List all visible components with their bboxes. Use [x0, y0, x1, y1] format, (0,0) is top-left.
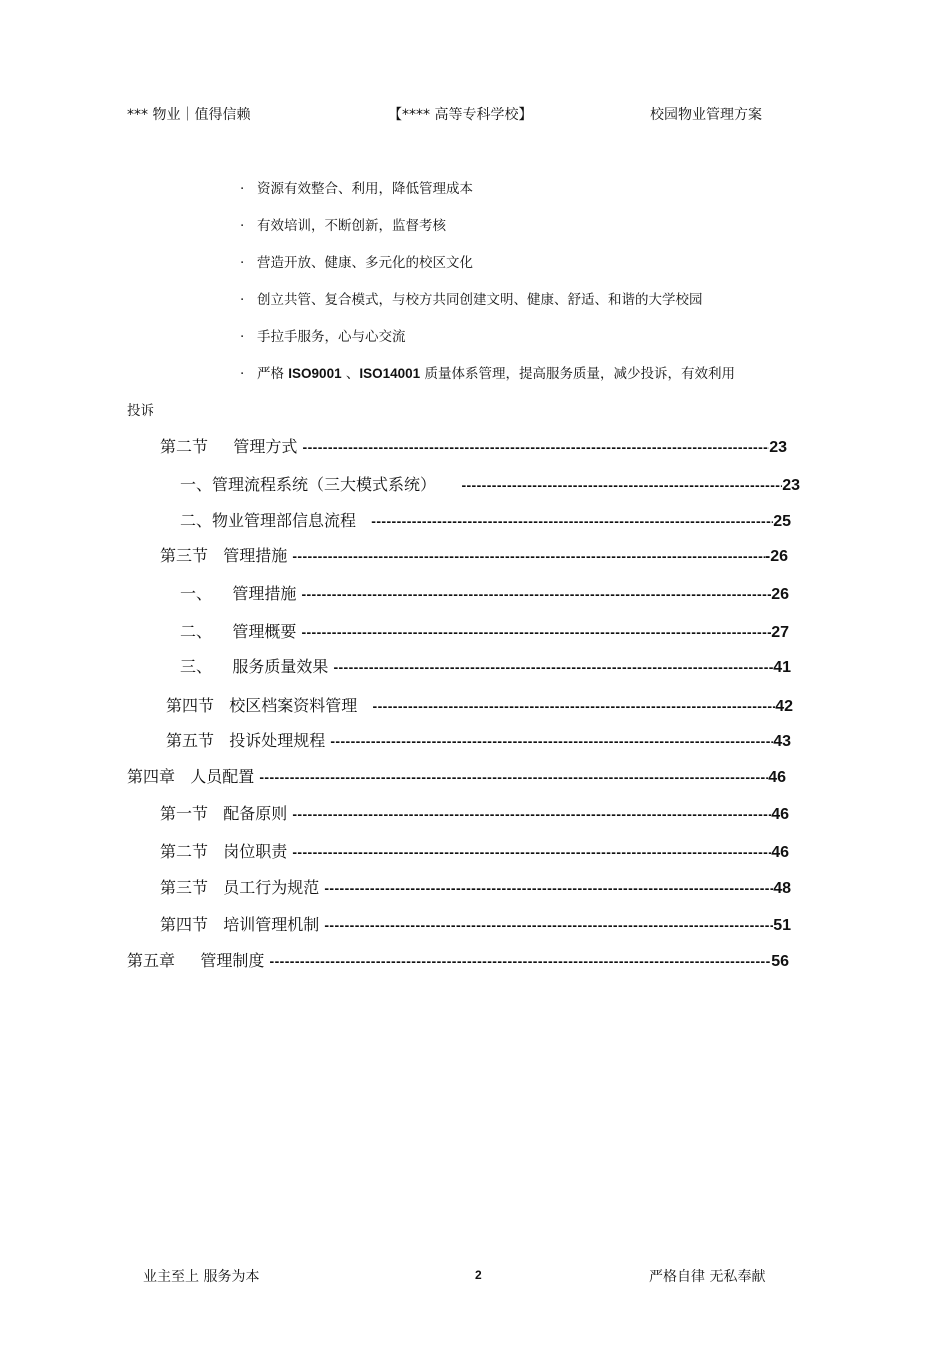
toc-leader [324, 917, 773, 933]
bullet-dot: · [240, 255, 245, 271]
bullet-text: 营造开放、健康、多元化的校区文化 [257, 255, 473, 271]
iso-text-part: 、 [341, 366, 360, 382]
toc-leader [333, 659, 773, 675]
toc-label: 第三节 管理措施 [160, 546, 293, 565]
bullet-item-iso [240, 362, 735, 382]
iso-text-part: 质量体系管理，提高服务质量，减少投诉，有效利用 [420, 366, 735, 382]
toc-page-number: 41 [773, 659, 791, 676]
toc-label: 第一节 配备原则 [160, 804, 293, 823]
toc-page-number: 48 [773, 880, 791, 897]
toc-page-number: 42 [775, 698, 793, 715]
toc-leader [461, 477, 782, 493]
toc-page-number: 46 [771, 844, 789, 861]
toc-page-number: 23 [782, 477, 800, 494]
toc-page-number: 23 [769, 439, 787, 456]
toc-page-number: 46 [768, 769, 786, 786]
bullet-item [240, 251, 473, 271]
footer-right-slogan: 严格自律 无私奉献 [649, 1269, 766, 1285]
bullet-dot: · [240, 292, 245, 308]
toc-page-number: 56 [771, 953, 789, 970]
toc-leader [292, 806, 771, 822]
bullet-text: 创立共管、复合模式，与校方共同创建文明、健康、舒适、和谐的大学校园 [257, 292, 703, 308]
toc-leader [270, 953, 772, 969]
iso-text-part: 严格 [257, 366, 289, 382]
toc-entry[interactable] [180, 472, 800, 495]
bullet-text: 资源有效整合、利用，降低管理成本 [257, 181, 473, 197]
toc-page-number: -26 [764, 548, 788, 565]
toc-label: 第二节 管理方式 [160, 437, 303, 456]
toc-leader [301, 624, 771, 640]
toc-entry[interactable] [180, 581, 789, 604]
toc-page-number: 26 [771, 586, 789, 603]
toc-page-number: 27 [771, 624, 789, 641]
toc-entry[interactable] [127, 764, 786, 787]
bullet-item [240, 177, 473, 197]
toc-leader [301, 586, 771, 602]
footer-left-slogan: 业主至上 服务为本 [143, 1269, 260, 1285]
iso9001-label: ISO9001 [288, 366, 342, 381]
toc-entry[interactable] [160, 543, 788, 566]
toc-label: 一、管理流程系统（三大模式系统） [180, 475, 462, 494]
bullet-text: 手拉手服务，心与心交流 [257, 329, 406, 345]
toc-entry[interactable] [166, 693, 793, 716]
bullet-dot: · [240, 366, 245, 382]
toc-entry[interactable] [160, 839, 789, 862]
bullet-item [240, 288, 703, 308]
toc-label: 第四节 校区档案资料管理 [166, 696, 373, 715]
toc-label: 二、物业管理部信息流程 [180, 511, 372, 530]
toc-leader [303, 439, 770, 455]
toc-label: 二、 管理概要 [180, 622, 302, 641]
bullet-item [240, 214, 446, 234]
bullet-dot: · [240, 218, 245, 234]
bullet-item [240, 325, 406, 345]
iso14001-label: ISO14001 [359, 366, 421, 381]
toc-label: 第五章 管理制度 [127, 951, 270, 970]
toc-entry[interactable] [160, 875, 791, 898]
toc-page-number: 51 [773, 917, 791, 934]
toc-leader [292, 844, 771, 860]
toc-label: 三、 服务质量效果 [180, 657, 334, 676]
toc-entry[interactable] [180, 508, 791, 531]
toc-leader [292, 548, 765, 564]
toc-entry[interactable] [180, 619, 789, 642]
toc-leader [373, 698, 776, 714]
footer-page-number: 2 [475, 1268, 482, 1282]
toc-entry[interactable] [160, 912, 791, 935]
toc-leader [324, 880, 773, 896]
toc-label: 一、 管理措施 [180, 584, 302, 603]
toc-label: 第五节 投诉处理规程 [166, 731, 331, 750]
toc-entry[interactable] [180, 654, 791, 677]
toc-leader [259, 769, 768, 785]
header-school-name: 【**** 高等专科学校】 [388, 107, 533, 123]
bullet-continuation: 投诉 [127, 403, 154, 419]
toc-label: 第四节 培训管理机制 [160, 915, 325, 934]
header-document-title: 校园物业管理方案 [650, 107, 762, 123]
toc-page-number: 25 [773, 513, 791, 530]
toc-page-number: 43 [773, 733, 791, 750]
toc-entry[interactable] [127, 948, 789, 971]
toc-label: 第四章 人员配置 [127, 767, 260, 786]
toc-leader [371, 513, 773, 529]
bullet-dot: · [240, 181, 245, 197]
toc-entry[interactable] [166, 728, 791, 751]
toc-label: 第二节 岗位职责 [160, 842, 293, 861]
toc-leader [330, 733, 773, 749]
toc-entry[interactable] [160, 434, 787, 457]
bullet-text: 有效培训，不断创新，监督考核 [257, 218, 446, 234]
toc-entry[interactable] [160, 801, 789, 824]
toc-page-number: 46 [771, 806, 789, 823]
toc-label: 第三节 员工行为规范 [160, 878, 325, 897]
header-left-slogan: *** 物业｜值得信赖 [127, 107, 251, 123]
bullet-dot: · [240, 329, 245, 345]
